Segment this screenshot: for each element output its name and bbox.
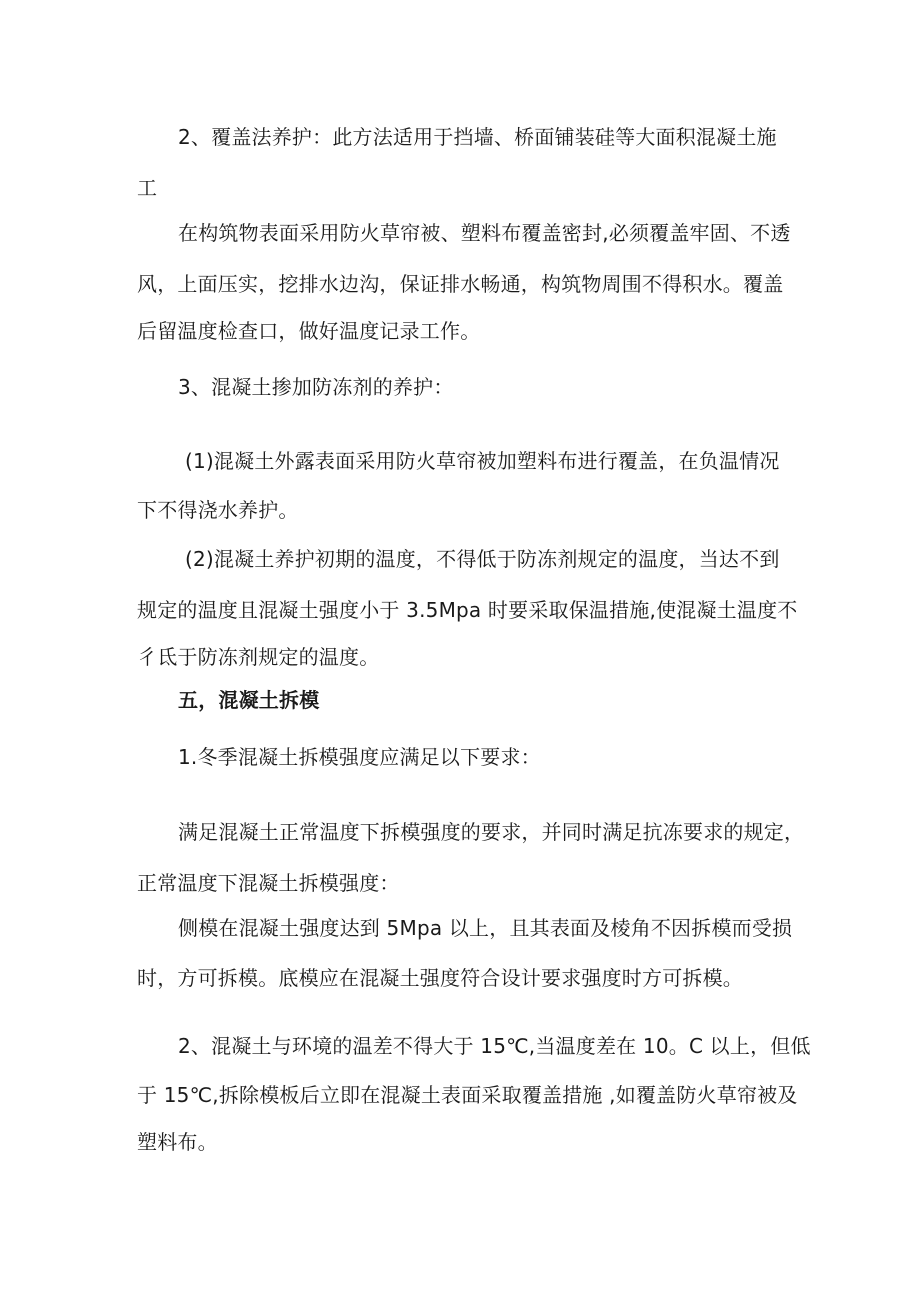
- paragraph-side-form-cont: 时，方可拆模。底模应在混凝土强度符合设计要求强度时方可拆模。: [137, 966, 743, 990]
- section-heading-formwork-removal: 五，混凝土拆模: [178, 688, 320, 712]
- paragraph-temperature-difference-cont2: 塑料布。: [137, 1130, 218, 1154]
- paragraph-covering-method: 2、覆盖法养护：此方法适用于挡墙、桥面铺装硅等大面积混凝土施: [178, 125, 777, 149]
- paragraph-item-1: (1)混凝土外露表面采用防火草帘被加塑料布进行覆盖，在负温情况: [185, 449, 780, 473]
- paragraph-normal-strength: 满足混凝土正常温度下拆模强度的要求，并同时满足抗冻要求的规定，: [178, 820, 805, 844]
- paragraph-covering-detail-cont1: 风，上面压实，挖排水边沟，保证排水畅通，构筑物周围不得积水。覆盖: [137, 272, 784, 296]
- paragraph-item-2: (2)混凝土养护初期的温度，不得低于防冻剂规定的温度，当达不到: [185, 547, 780, 571]
- paragraph-covering-method-cont: 工: [137, 176, 158, 200]
- paragraph-temperature-difference: 2、混凝土与环境的温差不得大于 15℃,当温度差在 10。C 以上，但低: [178, 1034, 811, 1058]
- paragraph-item-2-cont1: 规定的温度且混凝土强度小于 3.5Mpa 时要采取保温措施,使混凝土温度不: [137, 598, 798, 622]
- paragraph-item-2-cont2: 彳氐于防冻剂规定的温度。: [137, 645, 380, 669]
- paragraph-removal-requirement: 1.冬季混凝土拆模强度应满足以下要求：: [178, 745, 541, 769]
- paragraph-temperature-difference-cont1: 于 15℃,拆除模板后立即在混凝土表面采取覆盖措施 ,如覆盖防火草帘被及: [137, 1083, 798, 1107]
- paragraph-covering-detail: 在构筑物表面采用防火草帘被、塑料布覆盖密封,必须覆盖牢固、不透: [178, 221, 791, 245]
- paragraph-side-form: 侧模在混凝土强度达到 5Mpa 以上，且其表面及棱角不因拆模而受损: [178, 916, 793, 940]
- paragraph-item-1-cont: 下不得浇水养护。: [137, 498, 299, 522]
- paragraph-antifreeze-heading: 3、混凝土掺加防冻剂的养护：: [178, 375, 454, 399]
- paragraph-covering-detail-cont2: 后留温度检查口，做好温度记录工作。: [137, 319, 481, 343]
- paragraph-normal-strength-cont: 正常温度下混凝土拆模强度：: [137, 871, 400, 895]
